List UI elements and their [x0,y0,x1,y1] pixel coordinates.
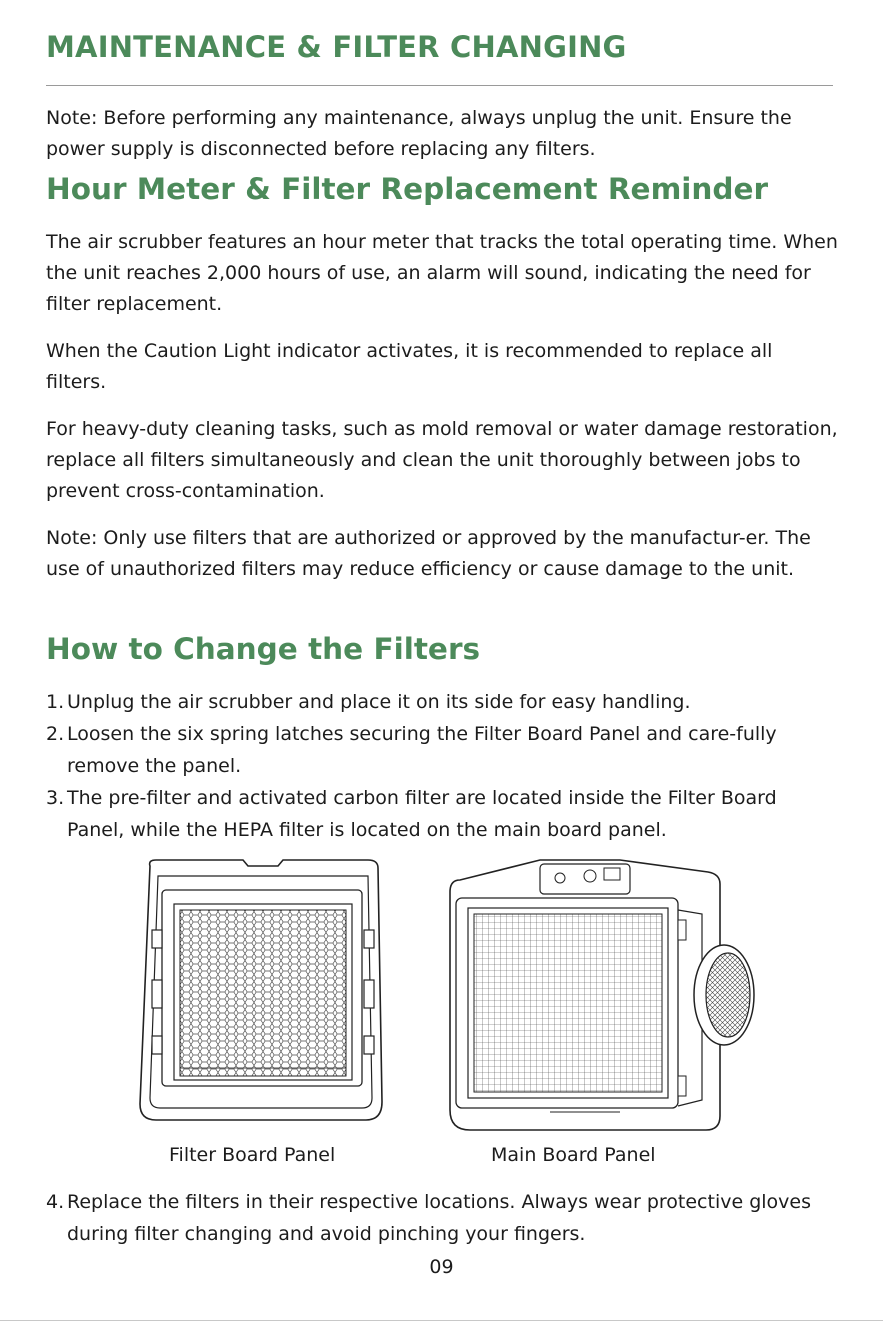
section-heading-hour-meter: Hour Meter & Filter Replacement Reminder [46,172,769,206]
step-3 [46,782,836,846]
step-text: The pre-filter and activated carbon filter are located inside the Filter Board Panel, while the HEPA filter is located on the main board panel. [67,787,777,841]
hour-meter-paragraph: The air scrubber features an hour meter that tracks the total operating time. When the unit reaches 2,000 hours of use, an alarm will sound, indicating the need for filter replacement. [46,231,838,315]
section-heading-change-filters: How to Change the Filters [46,632,481,666]
page-number: 09 [429,1256,454,1278]
page-title: MAINTENANCE & FILTER CHANGING [46,30,627,64]
footer-divider [0,1320,883,1321]
step-text: Unplug the air scrubber and place it on its side for easy handling. [67,691,691,713]
authorized-filters-note: Note: Only use filters that are authorized or approved by the manufactur-er. The use of unauthorized filters may reduce efficiency or cause damage to the unit. [46,527,811,580]
filter-board-panel-illustration [128,852,398,1130]
step-4 [46,1186,836,1250]
caution-light-paragraph: When the Caution Light indicator activates, it is recommended to replace all filters. [46,340,773,393]
step-text: Loosen the six spring latches securing the Filter Board Panel and care-fully remove the panel. [67,723,777,777]
caption-main-board-panel: Main Board Panel [491,1144,656,1166]
maintenance-note: Note: Before performing any maintenance, always unplug the unit. Ensure the power supply is disconnected before replacing any filters. [46,107,792,160]
step-number: 4. [46,1191,65,1213]
step-1 [46,686,846,718]
step-number: 3. [46,787,65,809]
caption-filter-board-panel: Filter Board Panel [169,1144,336,1166]
step-number: 1. [46,691,65,713]
step-number: 2. [46,723,65,745]
main-board-panel-illustration [440,850,756,1136]
heavy-duty-paragraph: For heavy-duty cleaning tasks, such as mold removal or water damage restoration, replace all filters simultaneously and clean the unit thoroughly between jobs to prevent cross-contamination. [46,418,838,502]
step-text: Replace the filters in their respective locations. Always wear protective gloves during filter changing and avoid pinching your fingers. [67,1191,811,1245]
step-2 [46,718,836,782]
title-divider [46,85,833,86]
